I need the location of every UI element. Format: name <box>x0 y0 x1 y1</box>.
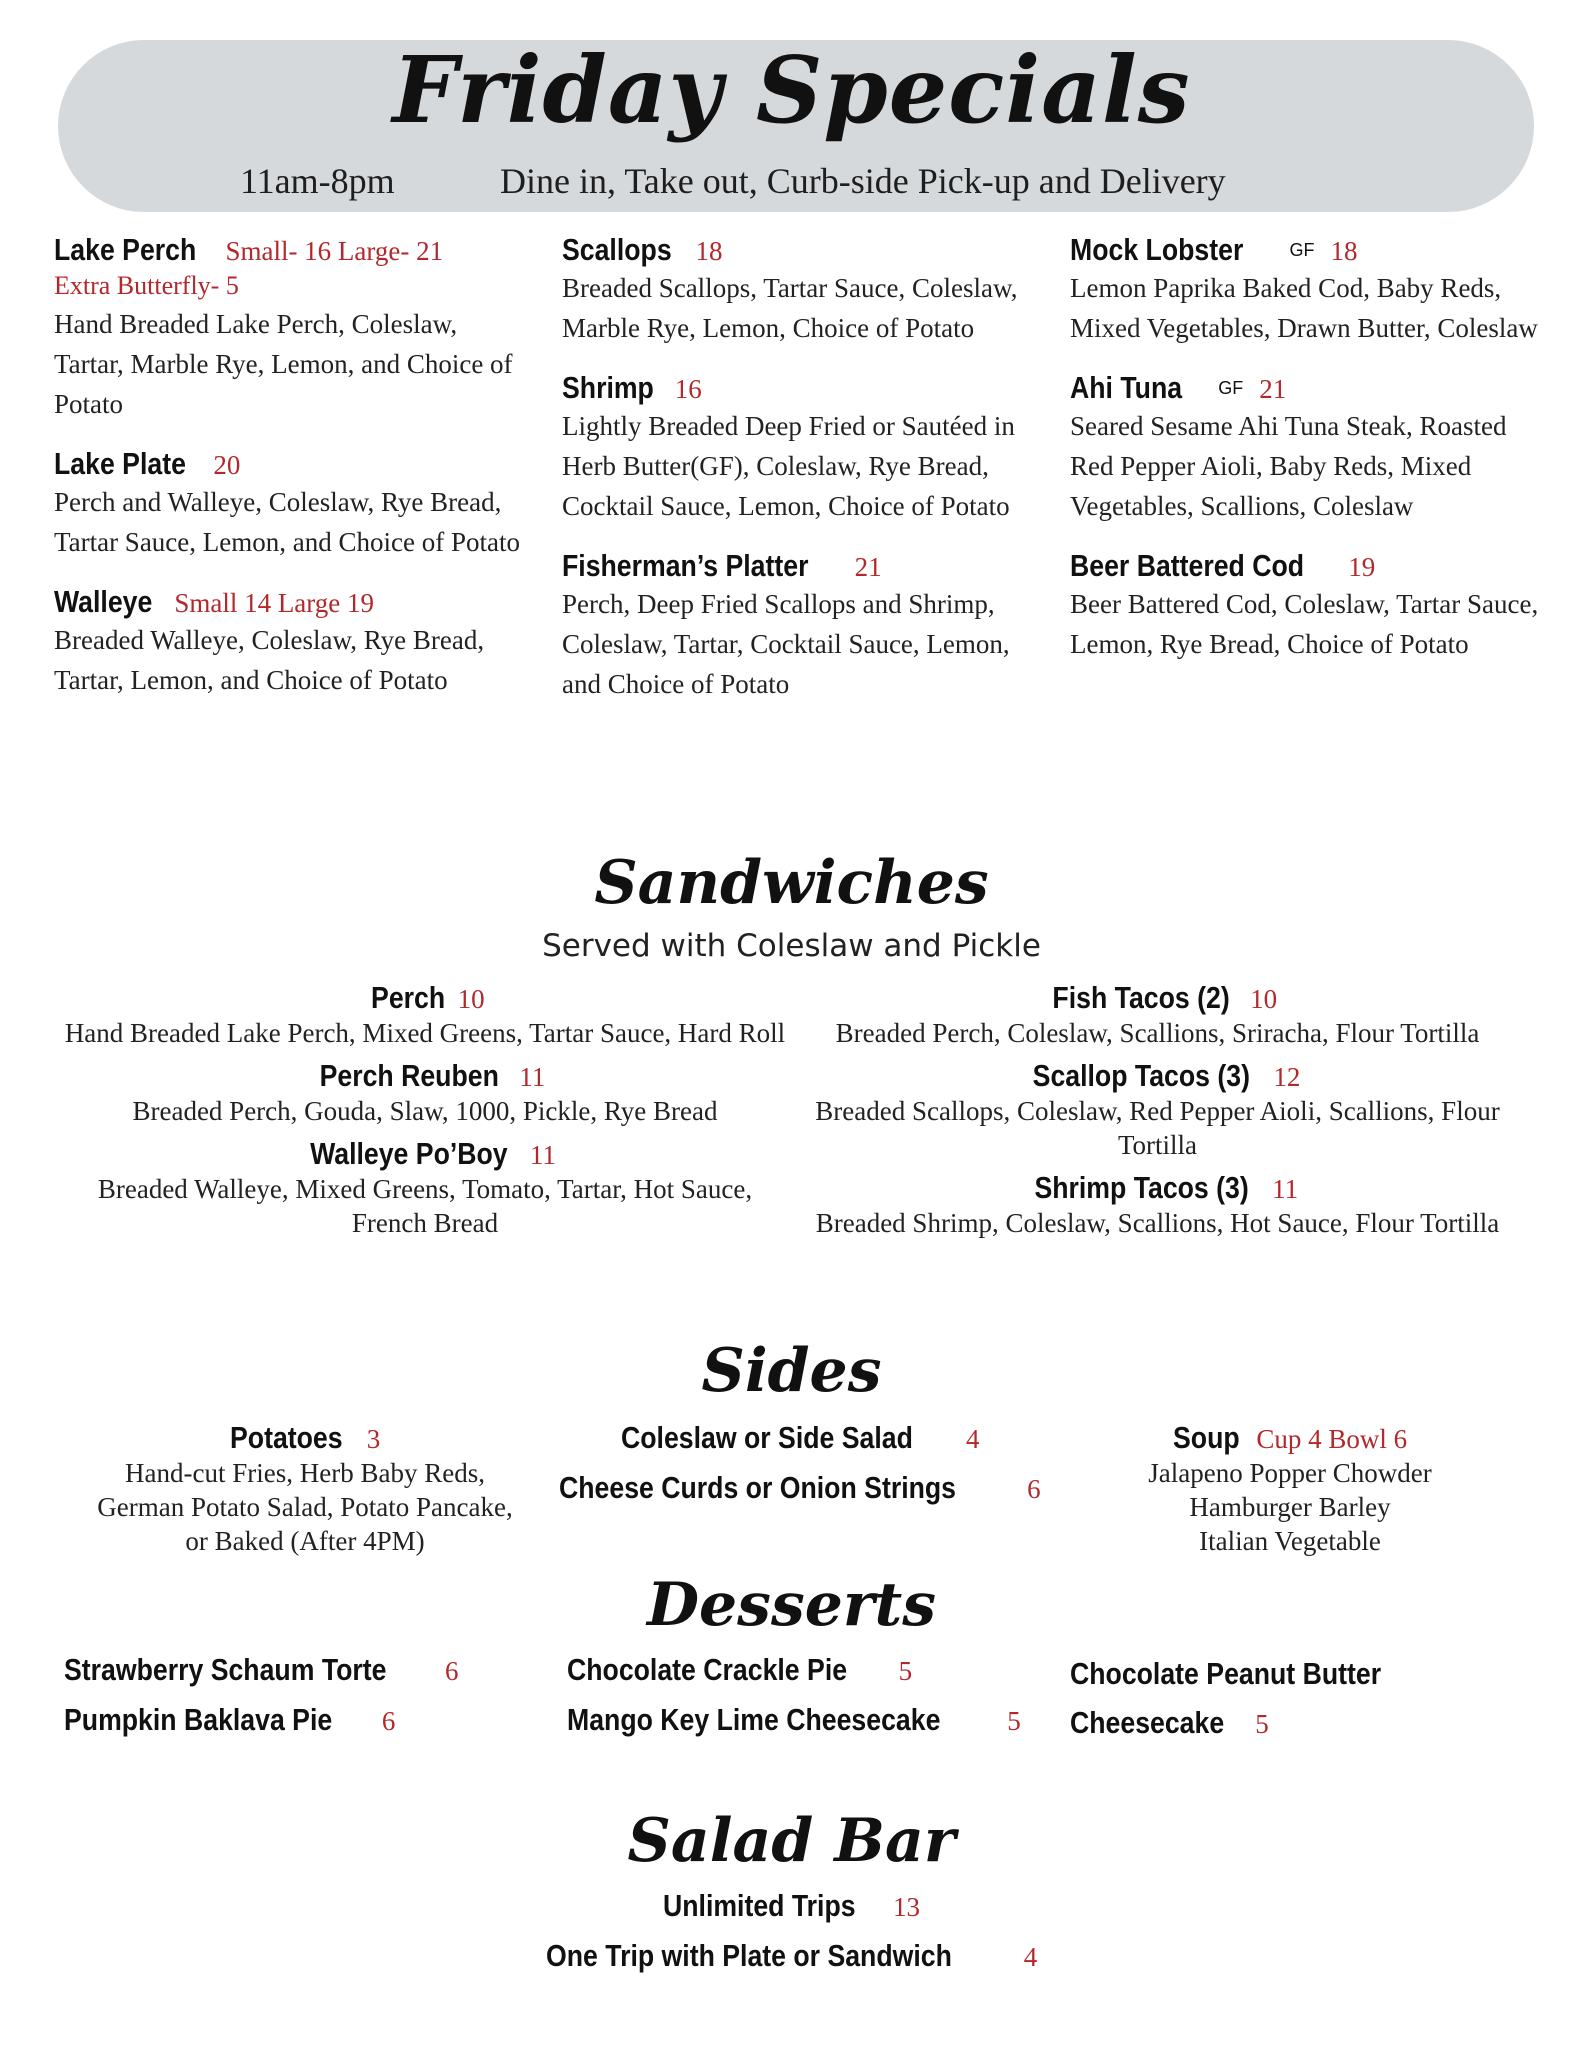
item-price: 18 <box>1330 236 1358 266</box>
item-price: 5 <box>898 1656 913 1686</box>
salad-bar-items <box>0 1888 1583 1988</box>
item-price: 10 <box>457 984 485 1014</box>
specials-column-1 <box>54 232 524 722</box>
item-description: Hand Breaded Lake Perch, Mixed Greens, Tartar Sauce, Hard Roll <box>64 1018 786 1048</box>
item-name: Cheese Curds or Onion Strings <box>559 1470 957 1505</box>
item-name: Walleye Po’Boy <box>310 1136 508 1171</box>
side-potatoes <box>70 1420 540 1558</box>
item-price: 20 <box>213 450 241 480</box>
item-description: Hand-cut Fries, Herb Baby Reds, German Potato Salad, Potato Pancake, or Baked (After 4PM) <box>97 1458 513 1556</box>
dessert-pumpkin-baklava-pie <box>64 1702 534 1738</box>
item-price: 13 <box>892 1892 920 1922</box>
side-cheese-curds-onion-strings <box>550 1470 1050 1506</box>
gf-badge: GF <box>1289 240 1315 260</box>
item-name: Fish Tacos (2) <box>1052 980 1230 1015</box>
side-coleslaw-salad <box>550 1420 1050 1456</box>
item-name: Shrimp <box>562 370 654 405</box>
soup-option: Hamburger Barley <box>1189 1492 1391 1522</box>
item-description: Breaded Scallops, Tartar Sauce, Coleslaw, Marble Rye, Lemon, Choice of Potato <box>562 273 1018 343</box>
item-name: Strawberry Schaum Torte <box>64 1652 387 1687</box>
sandwich-scallop-tacos <box>790 1058 1525 1162</box>
item-price: 19 <box>1348 552 1376 582</box>
item-price: 3 <box>366 1424 381 1454</box>
page-title: Friday Specials <box>392 36 1191 144</box>
sides-heading: Sides <box>701 1336 882 1406</box>
item-name: Perch <box>371 980 446 1015</box>
item-name: Potatoes <box>229 1420 343 1455</box>
item-name: Walleye <box>54 584 153 619</box>
item-name: Beer Battered Cod <box>1070 548 1305 583</box>
menu-item-lake-perch <box>54 232 524 424</box>
item-description: Breaded Shrimp, Coleslaw, Scallions, Hot Sauce, Flour Tortilla <box>815 1208 1500 1238</box>
item-price: Small- 16 Large- 21 <box>225 236 444 266</box>
sides-middle-column <box>550 1420 1050 1520</box>
item-name: Soup <box>1172 1420 1240 1455</box>
item-price: 18 <box>695 236 723 266</box>
salad-bar-one-trip <box>0 1938 1583 1974</box>
item-name: Perch Reuben <box>319 1058 499 1093</box>
item-description: Lightly Breaded Deep Fried or Sautéed in Herb Butter(GF), Coleslaw, Rye Bread, Cocktail Sauce, Lemon, Choice of Potato <box>562 411 1015 521</box>
item-name: Mock Lobster <box>1070 232 1244 267</box>
sandwich-shrimp-tacos <box>790 1170 1525 1240</box>
desserts-heading: Desserts <box>646 1570 937 1640</box>
item-description: Breaded Walleye, Mixed Greens, Tomato, Tartar, Hot Sauce, French Bread <box>97 1174 753 1238</box>
side-soup <box>1060 1420 1520 1558</box>
sandwich-walleye-poboy <box>60 1136 790 1240</box>
dessert-mango-key-lime-cheesecake <box>567 1702 1037 1738</box>
sandwich-fish-tacos <box>790 980 1525 1050</box>
specials-column-3 <box>1070 232 1540 686</box>
salad-bar-heading: Salad Bar <box>627 1806 956 1876</box>
item-name: Shrimp Tacos (3) <box>1034 1170 1249 1205</box>
item-name: Unlimited Trips <box>663 1888 856 1923</box>
item-price: 11 <box>529 1140 556 1170</box>
menu-item-beer-battered-cod <box>1070 548 1540 664</box>
item-price: 21 <box>854 552 882 582</box>
item-description: Perch, Deep Fried Scallops and Shrimp, Coleslaw, Tartar, Cocktail Sauce, Lemon, and Choice of Potato <box>562 589 1010 699</box>
item-extra: Extra Butterfly- 5 <box>54 271 239 300</box>
item-description: Breaded Scallops, Coleslaw, Red Pepper Aioli, Scallions, Flour Tortilla <box>815 1096 1500 1160</box>
hours-text: 11am-8pm <box>240 161 395 201</box>
specials-column-2 <box>562 232 1032 726</box>
menu-item-scallops <box>562 232 1032 348</box>
sandwiches-right-column <box>790 980 1525 1240</box>
item-name: Pumpkin Baklava Pie <box>64 1702 333 1737</box>
item-name: Mango Key Lime Cheesecake <box>567 1702 941 1737</box>
item-name: Lake Perch <box>54 232 197 267</box>
service-text: Dine in, Take out, Curb-side Pick-up and Delivery <box>500 161 1226 201</box>
item-description: Seared Sesame Ahi Tuna Steak, Roasted Red Pepper Aioli, Baby Reds, Mixed Vegetables, Scallions, Coleslaw <box>1070 411 1507 521</box>
sandwiches-heading: Sandwiches <box>594 848 989 918</box>
desserts-column-1 <box>64 1652 534 1752</box>
menu-item-mock-lobster <box>1070 232 1540 348</box>
item-description: Hand Breaded Lake Perch, Coleslaw, Tartar, Marble Rye, Lemon, and Choice of Potato <box>54 309 513 419</box>
item-price: 5 <box>1007 1706 1021 1736</box>
item-price: 11 <box>1272 1174 1299 1204</box>
item-price: 12 <box>1273 1062 1301 1092</box>
item-name: Scallop Tacos (3) <box>1032 1058 1250 1093</box>
item-description: Breaded Perch, Gouda, Slaw, 1000, Pickle, Rye Bread <box>132 1096 718 1126</box>
sandwiches-left-column <box>60 980 790 1240</box>
dessert-chocolate-peanut-butter-cheesecake <box>1070 1652 1540 1750</box>
menu-item-shrimp <box>562 370 1032 526</box>
sandwich-perch <box>60 980 790 1050</box>
item-name: Chocolate Peanut Butter <box>1070 1656 1382 1691</box>
item-name: Ahi Tuna <box>1070 370 1183 405</box>
item-description: Perch and Walleye, Coleslaw, Rye Bread, Tartar Sauce, Lemon, and Choice of Potato <box>54 487 520 557</box>
item-price: 11 <box>519 1062 546 1092</box>
sandwiches-subtitle: Served with Coleslaw and Pickle <box>542 928 1041 964</box>
item-price: Small 14 Large 19 <box>174 588 375 618</box>
dessert-chocolate-crackle-pie <box>567 1652 1037 1688</box>
item-price: 5 <box>1255 1709 1269 1739</box>
item-price: 6 <box>444 1656 459 1686</box>
menu-item-fishermans-platter <box>562 548 1032 704</box>
menu-item-ahi-tuna <box>1070 370 1540 526</box>
gf-badge: GF <box>1218 378 1244 398</box>
soup-option: Jalapeno Popper Chowder <box>1148 1458 1432 1488</box>
sandwich-perch-reuben <box>60 1058 790 1128</box>
item-price: 4 <box>1023 1942 1038 1972</box>
item-name: One Trip with Plate or Sandwich <box>545 1938 952 1973</box>
item-description: Beer Battered Cod, Coleslaw, Tartar Sauce, Lemon, Rye Bread, Choice of Potato <box>1070 589 1539 659</box>
item-description: Lemon Paprika Baked Cod, Baby Reds, Mixed Vegetables, Drawn Butter, Coleslaw <box>1070 273 1538 343</box>
item-price: 21 <box>1259 374 1287 404</box>
item-price: Cup 4 Bowl 6 <box>1256 1424 1408 1454</box>
desserts-column-2 <box>567 1652 1037 1752</box>
item-description: Breaded Walleye, Coleslaw, Rye Bread, Tartar, Lemon, and Choice of Potato <box>54 625 485 695</box>
item-name: Chocolate Crackle Pie <box>567 1652 848 1687</box>
item-name: Scallops <box>562 232 672 267</box>
menu-item-walleye <box>54 584 524 700</box>
item-name: Coleslaw or Side Salad <box>620 1420 913 1455</box>
item-price: 6 <box>1027 1474 1041 1504</box>
item-price: 4 <box>965 1424 980 1454</box>
item-price: 6 <box>381 1706 396 1736</box>
dessert-strawberry-schaum-torte <box>64 1652 534 1688</box>
menu-item-lake-plate <box>54 446 524 562</box>
salad-bar-unlimited-trips <box>0 1888 1583 1924</box>
item-name: Cheesecake <box>1070 1705 1225 1740</box>
item-name: Fisherman’s Platter <box>562 548 809 583</box>
item-price: 16 <box>674 374 702 404</box>
soup-option: Italian Vegetable <box>1199 1526 1381 1556</box>
item-name: Lake Plate <box>54 446 186 481</box>
item-price: 10 <box>1250 984 1278 1014</box>
item-description: Breaded Perch, Coleslaw, Scallions, Sriracha, Flour Tortilla <box>835 1018 1480 1048</box>
